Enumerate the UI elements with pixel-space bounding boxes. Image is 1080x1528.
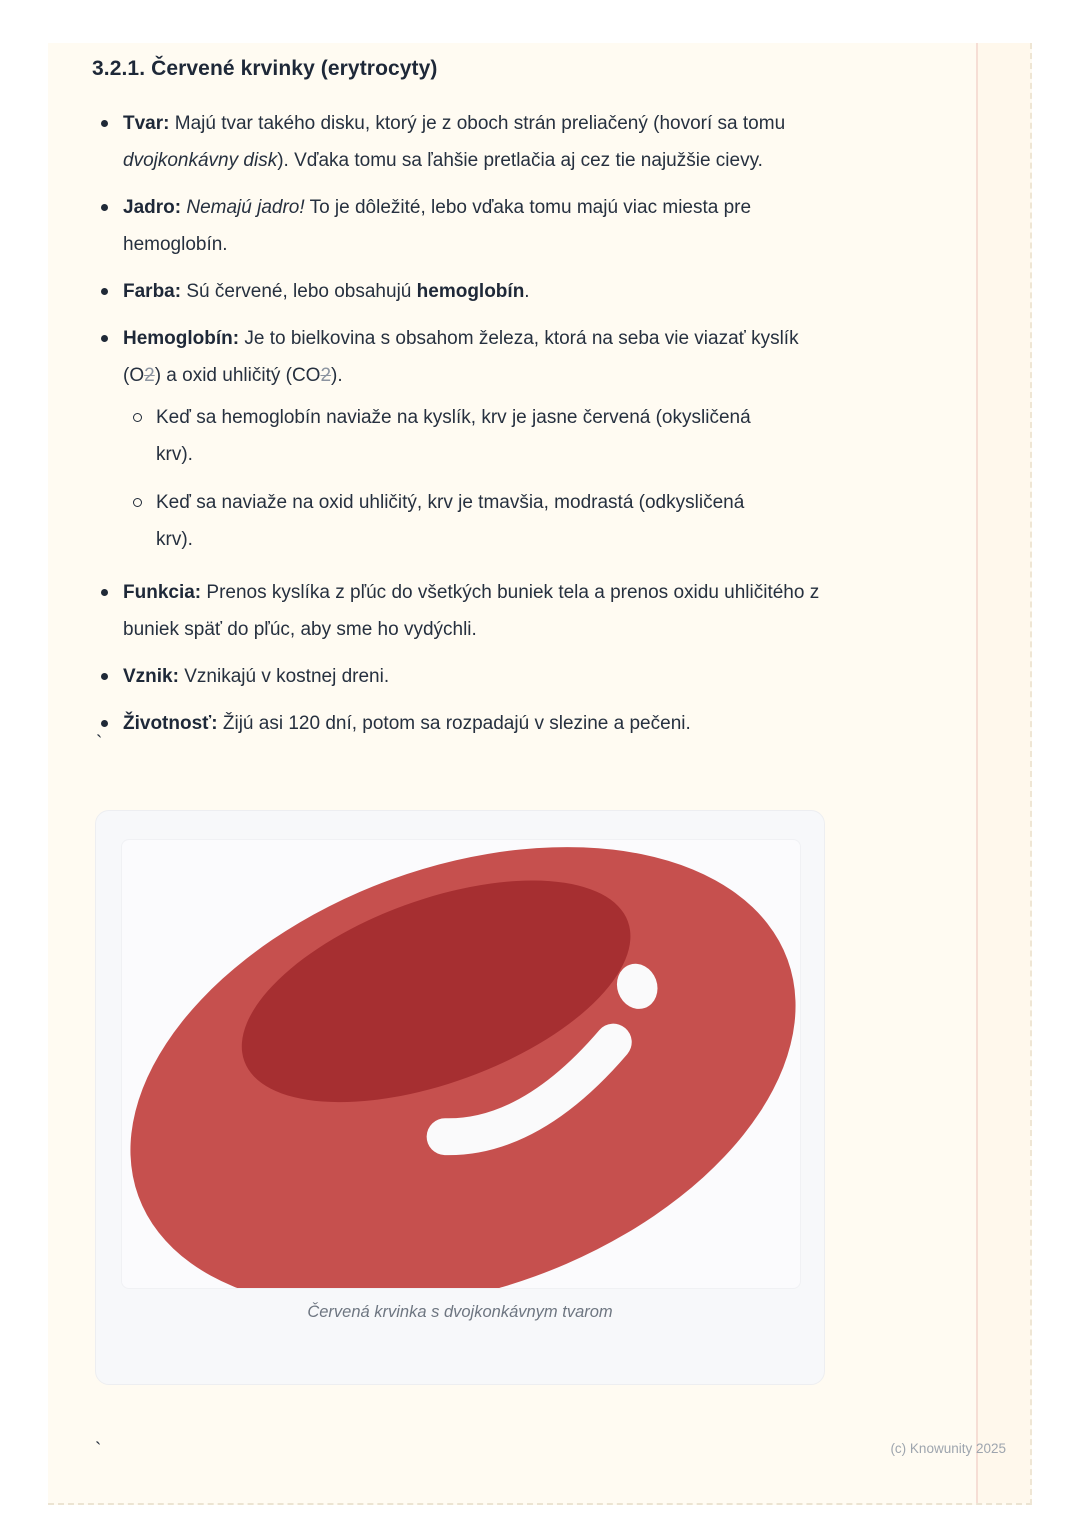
term-text: To je dôležité, lebo vďaka tomu majú viac miesta pre hemoglobín.	[123, 197, 752, 255]
figure-caption: Červená krvinka s dvojkonkávnym tvarom	[307, 1303, 613, 1321]
term-text: ). Vďaka tomu sa ľahšie pretlačia aj cez tie najužšie cievy.	[277, 150, 763, 171]
sub-list-item: Keď sa hemoglobín naviaže na kyslík, krv je jasne červená (okysličená krv).	[123, 399, 783, 473]
notes-page	[48, 43, 1032, 1505]
page-title: 3.2.1. Červené krvinky (erytrocyty)	[92, 57, 438, 80]
page-edge-strip	[976, 43, 1030, 1503]
term-label: Tvar:	[123, 113, 170, 134]
term-label: Vznik:	[123, 666, 179, 687]
list-item-vznik	[92, 658, 829, 695]
term-text: ).	[331, 365, 343, 386]
stray-backtick: `	[95, 1440, 102, 1461]
term-text: Sú červené, lebo obsahujú	[181, 281, 417, 302]
term-bold: hemoglobín	[416, 281, 525, 302]
list-item-jadro	[92, 189, 829, 263]
term-label: Hemoglobín:	[123, 328, 240, 349]
red-blood-cell-illustration	[122, 840, 800, 1288]
subscript-2: 2	[144, 365, 155, 386]
subscript-2: 2	[320, 365, 332, 386]
term-text: .	[524, 281, 530, 302]
bullet-list	[92, 105, 837, 742]
sub-bullet-list	[123, 399, 829, 558]
term-italic: dvojkonkávny disk	[123, 150, 278, 171]
term-text: Je to bielkovina s obsahom železa, ktorá na seba vie viazať kyslík (O	[123, 328, 799, 386]
list-item-funkcia	[92, 574, 829, 648]
copyright-footer: (c) Knowunity 2025	[890, 1441, 1006, 1456]
list-item-tvar	[92, 105, 829, 179]
figure-card	[95, 810, 825, 1385]
sub-list-item: Keď sa naviaže na oxid uhličitý, krv je tmavšia, modrastá (odkysličená krv).	[123, 484, 783, 558]
list-item-zivotnost	[92, 705, 829, 742]
term-text: Majú tvar takého disku, ktorý je z oboch strán preliačený (hovorí sa tomu	[169, 113, 786, 134]
list-item-hemoglobin	[92, 320, 829, 558]
term-text: Žijú asi 120 dní, potom sa rozpadajú v slezine a pečeni.	[217, 713, 691, 734]
list-item-farba	[92, 273, 829, 310]
stray-backtick: `	[96, 733, 103, 754]
term-text: Prenos kyslíka z pľúc do všetkých buniek tela a prenos oxidu uhličitého z buniek späť do pľúc, aby sme ho vydýchli.	[123, 582, 820, 640]
red-blood-cell-image	[121, 839, 801, 1289]
term-text: ) a oxid uhličitý (CO	[154, 365, 321, 386]
term-label: Jadro:	[123, 197, 182, 218]
page-content	[92, 57, 837, 752]
term-text: Vznikajú v kostnej dreni.	[178, 666, 390, 687]
term-italic: Nemajú jadro!	[181, 197, 305, 218]
term-label: Farba:	[123, 281, 182, 302]
term-label: Životnosť:	[123, 713, 218, 734]
term-label: Funkcia:	[123, 582, 202, 603]
